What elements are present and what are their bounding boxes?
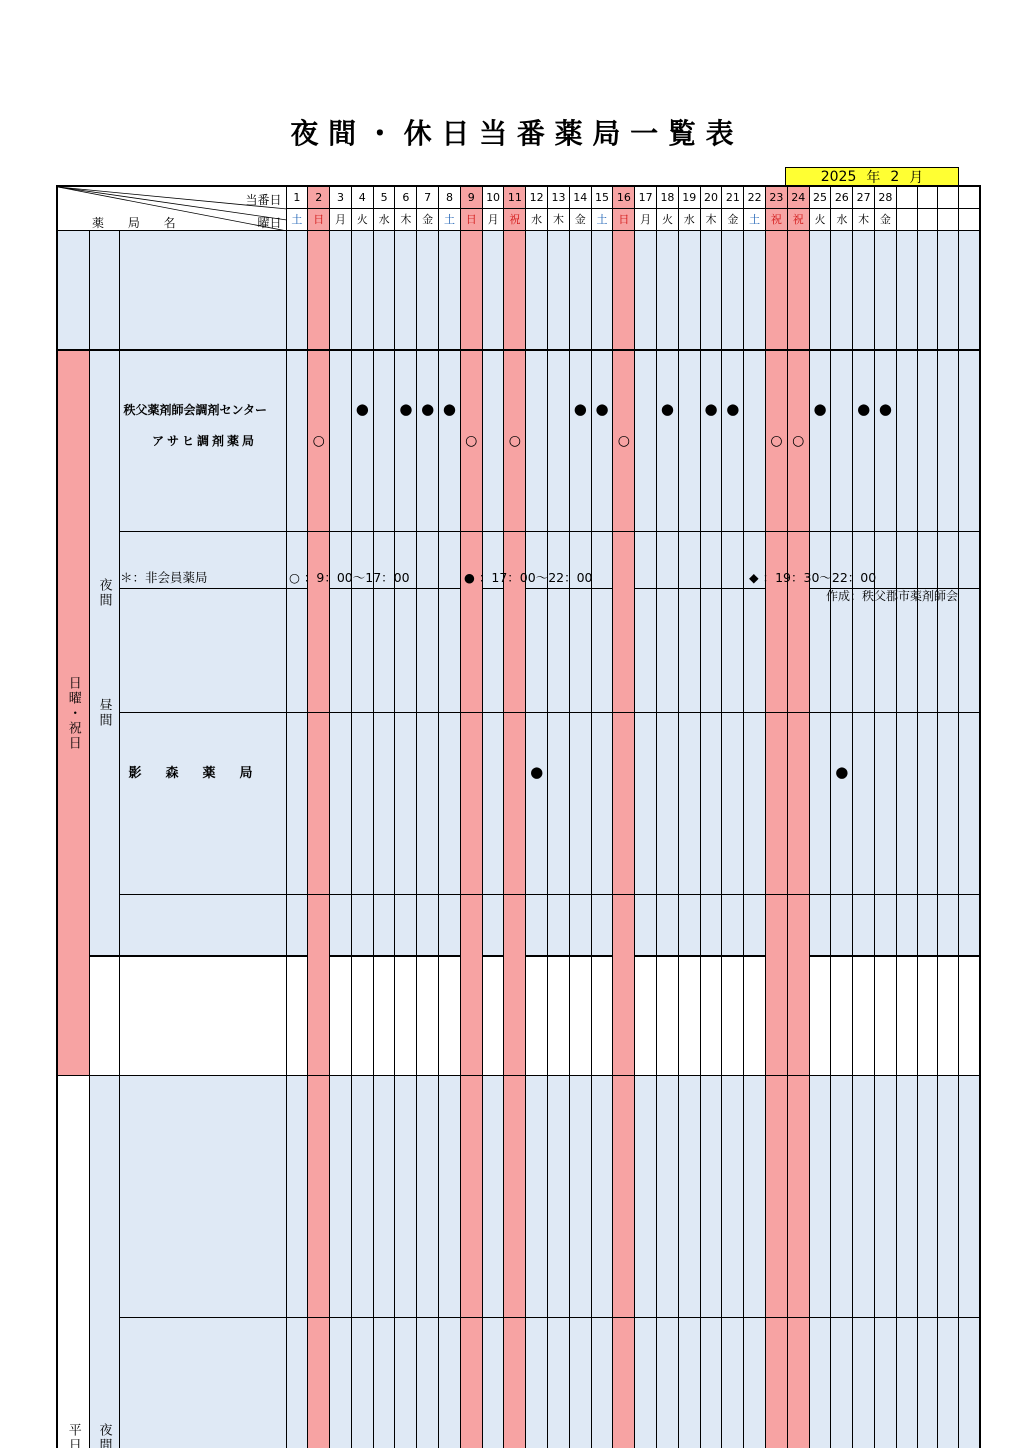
day-cell bbox=[351, 1317, 373, 1448]
day-cell bbox=[548, 531, 570, 712]
duty-mark: ● bbox=[657, 230, 679, 588]
category-weekday bbox=[57, 1076, 89, 1448]
day-cell bbox=[526, 1317, 548, 1448]
day-cell bbox=[548, 350, 570, 531]
day-cell bbox=[678, 1317, 700, 1448]
day-cell bbox=[853, 1076, 875, 1318]
weekday: 祝 bbox=[766, 208, 788, 230]
day-cell bbox=[938, 894, 959, 1075]
day-cell bbox=[635, 350, 657, 531]
weekday-label: 曜日 bbox=[257, 214, 281, 230]
pharmacy-name-empty bbox=[119, 894, 286, 1075]
weekday: 水 bbox=[678, 208, 700, 230]
day-cell bbox=[831, 894, 853, 1075]
day-cell bbox=[875, 531, 897, 712]
day-cell bbox=[678, 350, 700, 531]
day-cell bbox=[744, 1076, 766, 1318]
day-cell bbox=[722, 531, 744, 712]
day-number: 26 bbox=[831, 186, 853, 208]
day-cell bbox=[395, 531, 417, 712]
day-number: 24 bbox=[787, 186, 809, 208]
weekday: 日 bbox=[613, 208, 635, 230]
day-number: 3 bbox=[330, 186, 352, 208]
day-number: 1 bbox=[286, 186, 308, 208]
day-cell bbox=[917, 713, 938, 894]
weekday: 木 bbox=[700, 208, 722, 230]
day-cell bbox=[569, 894, 591, 1075]
weekday: 金 bbox=[875, 208, 897, 230]
day-cell bbox=[744, 531, 766, 712]
day-cell bbox=[766, 713, 788, 894]
day-cell bbox=[809, 894, 831, 1075]
day-cell bbox=[395, 713, 417, 894]
day-cell bbox=[853, 713, 875, 894]
duty-mark: ● bbox=[569, 230, 591, 588]
day-cell bbox=[460, 894, 482, 1075]
day-cell bbox=[635, 531, 657, 712]
duty-mark: ○ bbox=[308, 350, 330, 531]
day-cell bbox=[308, 531, 330, 712]
page-title: 夜 間 ・ 休 日 当 番 薬 局 一 覧 表 bbox=[0, 112, 1024, 152]
duty-mark: ● bbox=[526, 588, 548, 955]
pharmacy-name-empty bbox=[119, 531, 286, 712]
duty-mark: ● bbox=[809, 230, 831, 588]
duty-day-label: 当番日 bbox=[245, 191, 281, 208]
day-cell bbox=[678, 1076, 700, 1318]
day-cell bbox=[657, 350, 679, 531]
weekday: 祝 bbox=[787, 208, 809, 230]
day-number: 22 bbox=[744, 186, 766, 208]
legend-dot: ● ：17：00〜22：00 bbox=[464, 568, 593, 586]
weekday: 木 bbox=[548, 208, 570, 230]
day-cell bbox=[635, 713, 657, 894]
day-cell bbox=[657, 894, 679, 1075]
pharmacy-name-empty bbox=[119, 713, 286, 894]
day-number: 2 bbox=[308, 186, 330, 208]
day-cell bbox=[504, 894, 526, 1075]
weekday: 土 bbox=[744, 208, 766, 230]
day-number: 7 bbox=[417, 186, 439, 208]
day-cell bbox=[351, 350, 373, 531]
day-cell bbox=[417, 894, 439, 1075]
day-cell bbox=[959, 894, 980, 1075]
weekday: 水 bbox=[373, 208, 395, 230]
weekday: 水 bbox=[526, 208, 548, 230]
day-cell bbox=[330, 531, 352, 712]
day-cell bbox=[417, 713, 439, 894]
day-cell bbox=[439, 350, 461, 531]
day-cell bbox=[853, 894, 875, 1075]
day-cell bbox=[286, 1317, 308, 1448]
day-cell bbox=[917, 208, 938, 230]
day-number: 25 bbox=[809, 186, 831, 208]
weekday: 月 bbox=[635, 208, 657, 230]
day-number: 15 bbox=[591, 186, 613, 208]
weekday: 月 bbox=[482, 208, 504, 230]
day-cell bbox=[569, 1317, 591, 1448]
year-unit: 年 bbox=[866, 167, 880, 187]
day-cell bbox=[308, 1317, 330, 1448]
day-number: 16 bbox=[613, 186, 635, 208]
day-cell bbox=[938, 1076, 959, 1318]
duty-mark: ○ bbox=[504, 350, 526, 531]
day-cell bbox=[875, 350, 897, 531]
day-cell bbox=[722, 894, 744, 1075]
day-cell bbox=[917, 350, 938, 531]
day-number: 12 bbox=[526, 186, 548, 208]
day-cell bbox=[896, 350, 917, 531]
day-cell bbox=[809, 350, 831, 531]
day-cell bbox=[766, 1317, 788, 1448]
day-cell bbox=[591, 1076, 613, 1318]
day-cell bbox=[417, 531, 439, 712]
day-cell bbox=[787, 894, 809, 1075]
day-number: 9 bbox=[460, 186, 482, 208]
day-cell bbox=[351, 531, 373, 712]
weekday: 土 bbox=[439, 208, 461, 230]
day-cell bbox=[831, 531, 853, 712]
day-cell bbox=[482, 1317, 504, 1448]
day-cell bbox=[330, 350, 352, 531]
day-cell bbox=[657, 531, 679, 712]
day-cell bbox=[853, 531, 875, 712]
pharmacy-name: 秩父薬剤師会調剤センター bbox=[119, 230, 286, 588]
day-cell bbox=[959, 531, 980, 712]
day-cell bbox=[875, 894, 897, 1075]
day-cell bbox=[351, 894, 373, 1075]
legend-diamond: ◆ ：19：30〜22：00 bbox=[749, 568, 876, 586]
day-cell bbox=[504, 713, 526, 894]
pharmacy-name: アサヒ調剤薬局 bbox=[119, 350, 286, 531]
day-cell bbox=[351, 1076, 373, 1318]
day-cell bbox=[504, 1317, 526, 1448]
day-cell bbox=[439, 713, 461, 894]
day-cell bbox=[526, 1076, 548, 1318]
month-box bbox=[785, 167, 959, 187]
day-cell bbox=[700, 1076, 722, 1318]
day-cell bbox=[809, 1317, 831, 1448]
day-number: 20 bbox=[700, 186, 722, 208]
day-cell bbox=[395, 894, 417, 1075]
day-cell bbox=[896, 531, 917, 712]
time-night bbox=[89, 1076, 119, 1448]
day-cell bbox=[678, 531, 700, 712]
day-cell bbox=[482, 1076, 504, 1318]
day-cell bbox=[526, 894, 548, 1075]
day-cell bbox=[373, 531, 395, 712]
day-cell bbox=[744, 350, 766, 531]
day-cell bbox=[635, 894, 657, 1075]
weekday: 木 bbox=[395, 208, 417, 230]
day-cell bbox=[351, 713, 373, 894]
day-cell bbox=[548, 713, 570, 894]
day-cell bbox=[569, 531, 591, 712]
day-cell bbox=[330, 713, 352, 894]
day-cell bbox=[460, 1076, 482, 1318]
day-cell bbox=[831, 1317, 853, 1448]
day-cell bbox=[591, 894, 613, 1075]
day-number: 18 bbox=[657, 186, 679, 208]
day-cell bbox=[917, 1317, 938, 1448]
day-cell bbox=[657, 713, 679, 894]
day-cell bbox=[722, 1076, 744, 1318]
duty-mark: ○ bbox=[460, 350, 482, 531]
weekday: 日 bbox=[308, 208, 330, 230]
day-cell bbox=[787, 531, 809, 712]
day-cell bbox=[504, 531, 526, 712]
day-cell bbox=[938, 208, 959, 230]
day-cell bbox=[809, 531, 831, 712]
day-cell bbox=[482, 894, 504, 1075]
time-daytime: 昼間 bbox=[89, 350, 119, 1076]
day-number: 6 bbox=[395, 186, 417, 208]
day-number: 5 bbox=[373, 186, 395, 208]
weekday: 水 bbox=[831, 208, 853, 230]
weekday: 金 bbox=[417, 208, 439, 230]
day-cell bbox=[896, 208, 917, 230]
day-cell bbox=[569, 1076, 591, 1318]
day-cell bbox=[678, 894, 700, 1075]
day-cell bbox=[959, 713, 980, 894]
day-cell bbox=[831, 1076, 853, 1318]
day-cell bbox=[613, 894, 635, 1075]
day-cell bbox=[417, 1076, 439, 1318]
day-cell bbox=[896, 1076, 917, 1318]
day-cell bbox=[853, 1317, 875, 1448]
header-corner bbox=[57, 186, 286, 230]
day-cell bbox=[896, 1317, 917, 1448]
day-cell bbox=[722, 350, 744, 531]
day-cell bbox=[613, 713, 635, 894]
day-cell bbox=[460, 531, 482, 712]
day-cell bbox=[938, 713, 959, 894]
day-number: 13 bbox=[548, 186, 570, 208]
day-cell bbox=[308, 1076, 330, 1318]
day-cell bbox=[308, 713, 330, 894]
day-cell bbox=[330, 1317, 352, 1448]
day-cell bbox=[938, 1317, 959, 1448]
day-number: 27 bbox=[853, 186, 875, 208]
weekday: 木 bbox=[853, 208, 875, 230]
day-cell bbox=[286, 350, 308, 531]
day-cell bbox=[504, 1076, 526, 1318]
day-cell bbox=[526, 713, 548, 894]
day-cell bbox=[613, 531, 635, 712]
day-cell bbox=[700, 894, 722, 1075]
day-number: 21 bbox=[722, 186, 744, 208]
weekday: 火 bbox=[809, 208, 831, 230]
day-cell bbox=[591, 531, 613, 712]
day-cell bbox=[373, 1076, 395, 1318]
day-cell bbox=[700, 350, 722, 531]
day-cell bbox=[591, 350, 613, 531]
day-cell bbox=[635, 1317, 657, 1448]
day-cell bbox=[787, 1076, 809, 1318]
day-number: 28 bbox=[875, 186, 897, 208]
day-cell bbox=[460, 713, 482, 894]
duty-mark: ○ bbox=[787, 350, 809, 531]
day-number: 14 bbox=[569, 186, 591, 208]
day-cell bbox=[700, 713, 722, 894]
day-cell bbox=[959, 1076, 980, 1318]
day-number: 23 bbox=[766, 186, 788, 208]
day-cell bbox=[548, 1317, 570, 1448]
day-cell bbox=[766, 1076, 788, 1318]
duty-mark: ● bbox=[831, 588, 853, 955]
day-cell bbox=[938, 350, 959, 531]
day-cell bbox=[959, 208, 980, 230]
category-sun-holiday: 日曜・祝日 bbox=[57, 350, 89, 1076]
day-cell bbox=[373, 713, 395, 894]
day-cell bbox=[722, 713, 744, 894]
duty-mark: ● bbox=[417, 230, 439, 588]
year-value: 2025 bbox=[821, 169, 857, 185]
day-cell bbox=[831, 713, 853, 894]
day-cell bbox=[766, 894, 788, 1075]
pharmacy-name: 影森薬局 bbox=[119, 588, 286, 955]
weekday: 火 bbox=[351, 208, 373, 230]
day-cell bbox=[439, 894, 461, 1075]
weekday: 土 bbox=[591, 208, 613, 230]
duty-mark: ● bbox=[853, 230, 875, 588]
day-cell bbox=[526, 350, 548, 531]
day-cell bbox=[700, 1317, 722, 1448]
credit: 作成：秩父郡市薬剤師会 bbox=[826, 587, 958, 604]
day-cell bbox=[548, 1076, 570, 1318]
day-cell bbox=[744, 1317, 766, 1448]
day-cell bbox=[286, 531, 308, 712]
day-cell bbox=[896, 713, 917, 894]
day-cell bbox=[373, 894, 395, 1075]
day-cell bbox=[373, 1317, 395, 1448]
weekday: 日 bbox=[460, 208, 482, 230]
day-cell bbox=[896, 186, 917, 208]
day-cell bbox=[439, 1076, 461, 1318]
day-cell bbox=[657, 1317, 679, 1448]
day-cell bbox=[395, 350, 417, 531]
weekday: 土 bbox=[286, 208, 308, 230]
day-cell bbox=[917, 1076, 938, 1318]
day-cell bbox=[938, 531, 959, 712]
day-cell bbox=[613, 1076, 635, 1318]
day-cell bbox=[439, 1317, 461, 1448]
day-cell bbox=[613, 1317, 635, 1448]
duty-mark: ○ bbox=[613, 350, 635, 531]
weekday: 金 bbox=[722, 208, 744, 230]
day-cell bbox=[591, 713, 613, 894]
day-cell bbox=[417, 350, 439, 531]
weekday: 月 bbox=[330, 208, 352, 230]
duty-mark: ● bbox=[395, 230, 417, 588]
pharmacy-name-label: 薬 局 名 bbox=[92, 214, 186, 230]
weekday: 金 bbox=[569, 208, 591, 230]
day-cell bbox=[308, 894, 330, 1075]
day-cell bbox=[373, 350, 395, 531]
weekday: 祝 bbox=[504, 208, 526, 230]
day-cell bbox=[460, 1317, 482, 1448]
day-cell bbox=[917, 531, 938, 712]
day-number: 11 bbox=[504, 186, 526, 208]
day-cell bbox=[722, 1317, 744, 1448]
duty-mark: ● bbox=[351, 230, 373, 588]
day-cell bbox=[330, 1076, 352, 1318]
day-cell bbox=[417, 1317, 439, 1448]
day-cell bbox=[569, 713, 591, 894]
day-cell bbox=[959, 1317, 980, 1448]
day-number: 17 bbox=[635, 186, 657, 208]
day-cell bbox=[482, 350, 504, 531]
day-cell bbox=[766, 531, 788, 712]
day-cell bbox=[938, 186, 959, 208]
day-cell bbox=[286, 1076, 308, 1318]
month-unit: 月 bbox=[909, 167, 923, 187]
day-cell bbox=[395, 1076, 417, 1318]
legend-circle: ○ ：9：00〜17：00 bbox=[289, 568, 410, 586]
duty-mark: ● bbox=[700, 230, 722, 588]
day-cell bbox=[875, 1317, 897, 1448]
day-cell bbox=[917, 186, 938, 208]
day-cell bbox=[286, 894, 308, 1075]
day-cell bbox=[787, 713, 809, 894]
day-number: 8 bbox=[439, 186, 461, 208]
day-cell bbox=[395, 1317, 417, 1448]
duty-mark: ● bbox=[722, 230, 744, 588]
month-value: 2 bbox=[890, 169, 899, 185]
time-night: 夜間 bbox=[89, 230, 119, 956]
day-cell bbox=[678, 713, 700, 894]
duty-mark: ● bbox=[875, 230, 897, 588]
day-cell bbox=[896, 894, 917, 1075]
day-cell bbox=[439, 531, 461, 712]
day-cell bbox=[959, 186, 980, 208]
day-number: 19 bbox=[678, 186, 700, 208]
day-cell bbox=[569, 350, 591, 531]
day-cell bbox=[700, 531, 722, 712]
day-cell bbox=[875, 1076, 897, 1318]
day-cell bbox=[917, 894, 938, 1075]
duty-mark: ● bbox=[439, 230, 461, 588]
day-cell bbox=[831, 350, 853, 531]
duty-mark: ● bbox=[591, 230, 613, 588]
day-cell bbox=[744, 713, 766, 894]
duty-mark: ○ bbox=[766, 350, 788, 531]
legend-non-member: ＊：非会員薬局 bbox=[120, 568, 208, 586]
day-number: 4 bbox=[351, 186, 373, 208]
day-cell bbox=[744, 894, 766, 1075]
day-cell bbox=[330, 894, 352, 1075]
day-cell bbox=[591, 1317, 613, 1448]
day-cell bbox=[526, 531, 548, 712]
day-cell bbox=[809, 1076, 831, 1318]
day-cell bbox=[959, 350, 980, 531]
day-cell bbox=[286, 713, 308, 894]
pharmacy-name-empty bbox=[119, 1317, 286, 1448]
day-number: 10 bbox=[482, 186, 504, 208]
day-cell bbox=[548, 894, 570, 1075]
day-cell bbox=[875, 713, 897, 894]
holiday-duty-table bbox=[56, 349, 981, 1448]
day-cell bbox=[809, 713, 831, 894]
day-cell bbox=[657, 1076, 679, 1318]
day-cell bbox=[482, 713, 504, 894]
day-cell bbox=[482, 531, 504, 712]
day-cell bbox=[635, 1076, 657, 1318]
day-cell bbox=[787, 1317, 809, 1448]
pharmacy-name-empty bbox=[119, 1076, 286, 1318]
day-cell bbox=[853, 350, 875, 531]
weekday: 火 bbox=[657, 208, 679, 230]
